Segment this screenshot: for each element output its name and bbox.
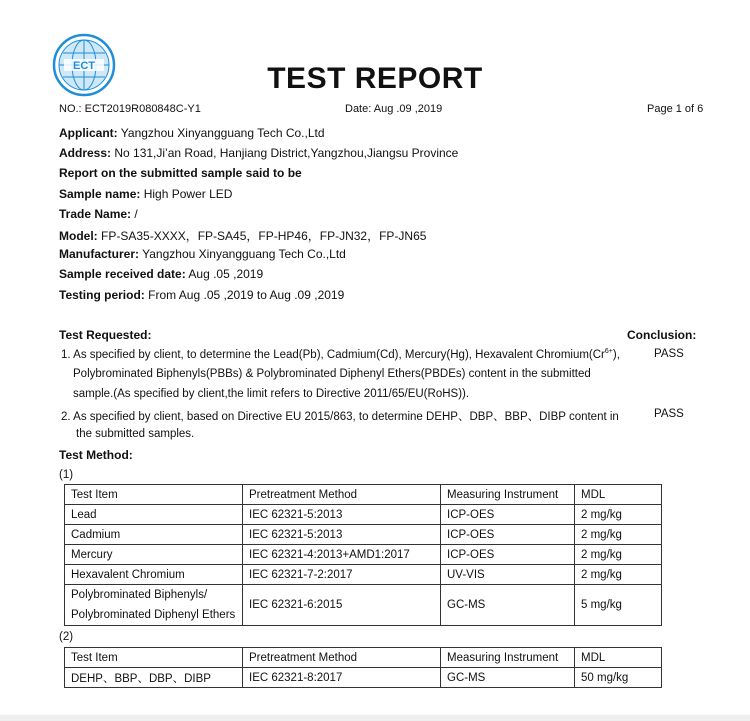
table-cell: GC-MS [441,668,575,688]
request-1-line-2: Polybrominated Biphenyls(PBBs) & Polybrominated Diphenyl Ethers(PBDEs) content in the submitted [73,368,591,380]
table-cell: 2 mg/kg [575,525,662,545]
page-number: Page 1 of 6 [647,103,704,115]
request-1-line-3: sample.(As specified by client,the limit refers to Directive 2011/65/EU(RoHS)). [73,388,470,400]
table-cell: IEC 62321-5:2013 [243,525,441,545]
request-1-line-1: 1. As specified by client, to determine the Lead(Pb), Cadmium(Cd), Mercury(Hg), Hexavalent $Chromium(Cr^{6+})$, [61,348,620,361]
table-header-row [65,648,662,668]
table-row [65,565,662,585]
header-cell: MDL [575,648,662,668]
table-cell: Lead [65,505,243,525]
sample-name-line: Sample name: High Power LED [59,187,233,201]
table-cell: GC-MS [441,585,575,626]
table-cell: ICP-OES [441,505,575,525]
report-date: Date: Aug .09 ,2019 [345,103,443,115]
request-2-result: PASS [654,408,684,420]
request-2-line-2: the submitted samples. [76,428,195,440]
table-cell: IEC 62321-4:2013+AMD1:2017 [243,545,441,565]
table-cell: ICP-OES [441,545,575,565]
testing-period-line: Testing period: From Aug .05 ,2019 to Aug .09 ,2019 [59,288,345,302]
header-cell: Test Item [65,648,243,668]
test-method-table-1 [64,484,662,626]
table-cell: IEC 62321-6:2015 [243,585,441,626]
applicant-line: Applicant: Yangzhou Xinyangguang Tech Co.,Ltd [59,126,325,140]
table-cell: ICP-OES [441,525,575,545]
page-title: TEST REPORT [267,62,483,95]
table-cell: Cadmium [65,525,243,545]
conclusion-heading: Conclusion: [627,328,697,342]
manufacturer-line: Manufacturer: Yangzhou Xinyangguang Tech Co.,Ltd [59,247,346,261]
request-1-result: PASS [654,348,684,360]
table-row [65,668,662,688]
test-requested-heading: Test Requested: [59,328,152,342]
table-cell: 2 mg/kg [575,565,662,585]
table-cell: IEC 62321-5:2013 [243,505,441,525]
header-cell: Measuring Instrument [441,648,575,668]
table-2-label: (2) [59,631,74,643]
received-date-line: Sample received date: Aug .05 ,2019 [59,267,264,281]
model-line: Model: FP-SA35-XXXX，FP-SA45，FP-HP46，FP-JN32，FP-JN65 [59,229,427,243]
table-row [65,505,662,525]
page-edge [0,715,750,721]
report-on-line: Report on the submitted sample said to be [59,166,302,180]
table-row [65,525,662,545]
request-2-line-1: 2. As specified by client, based on Directive EU 2015/863, to determine DEHP、DBP、BBP、DIBP content in [61,411,619,423]
header-cell: MDL [575,485,662,505]
table-row [65,585,662,626]
table-cell: IEC 62321-7-2:2017 [243,565,441,585]
header-cell: Pretreatment Method [243,648,441,668]
table-cell: 2 mg/kg [575,545,662,565]
table-row [65,545,662,565]
logo-text: ECT [73,60,95,72]
test-method-table-2 [64,647,662,688]
header-cell: Measuring Instrument [441,485,575,505]
table-header-row [65,485,662,505]
trade-name-line: Trade Name: / [59,207,138,221]
table-cell: DEHP、BBP、DBP、DIBP [65,668,243,688]
table-1-label: (1) [59,469,74,481]
header-cell: Pretreatment Method [243,485,441,505]
test-method-heading: Test Method: [59,448,133,462]
table-cell: 5 mg/kg [575,585,662,626]
report-number: NO.: ECT2019R080848C-Y1 [59,103,201,115]
table-cell: UV-VIS [441,565,575,585]
table-cell: 50 mg/kg [575,668,662,688]
address-line: Address: No 131,Ji’an Road, Hanjiang District,Yangzhou,Jiangsu Province [59,146,459,160]
table-cell: Hexavalent Chromium [65,565,243,585]
table-cell: 2 mg/kg [575,505,662,525]
table-cell: IEC 62321-8:2017 [243,668,441,688]
table-cell: Mercury [65,545,243,565]
header-cell: Test Item [65,485,243,505]
table-cell: Polybrominated Biphenyls/ Polybrominated Diphenyl Ethers [65,585,243,626]
